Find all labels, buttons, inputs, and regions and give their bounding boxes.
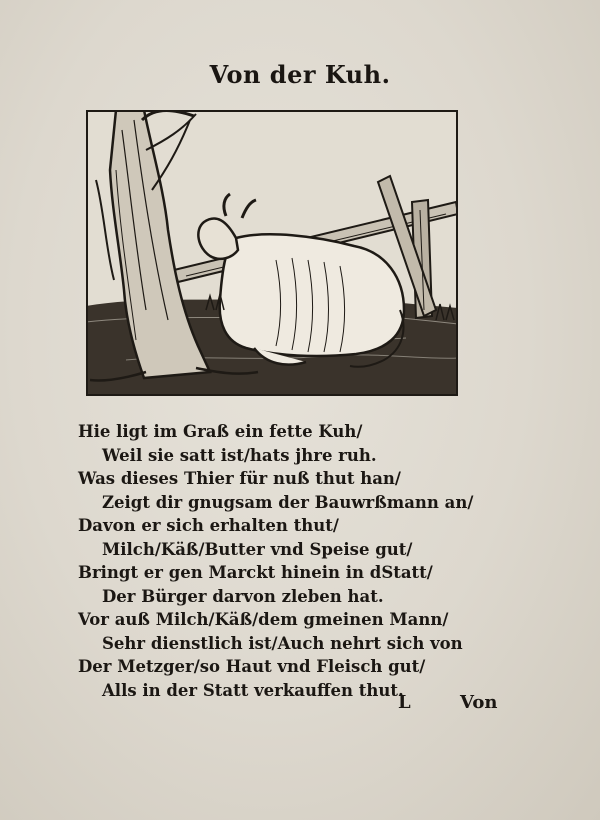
verse-line: Sehr dienstlich ist/Auch nehrt sich von bbox=[102, 633, 463, 653]
page-title: Von der Kuh. bbox=[209, 60, 391, 89]
verse-line: Alls in der Statt verkauffen thut. bbox=[102, 680, 404, 700]
signature-mark: L bbox=[398, 692, 411, 713]
verse-line: Davon er sich erhalten thut/ bbox=[78, 516, 339, 535]
verse-line: Milch/Käß/Butter vnd Speise gut/ bbox=[102, 539, 413, 559]
verse-line: Zeigt dir gnugsam der Bauwrßmann an/ bbox=[102, 492, 474, 512]
verse-block bbox=[78, 420, 498, 702]
catchword: Von bbox=[460, 692, 498, 713]
verse-line: Der Bürger darvon zleben hat. bbox=[102, 586, 384, 606]
cow-woodcut-illustration bbox=[86, 110, 458, 396]
verse-line: Vor auß Milch/Käß/dem gmeinen Mann/ bbox=[78, 610, 449, 629]
verse-line: Was dieses Thier für nuß thut han/ bbox=[78, 469, 401, 488]
verse-line: Bringt er gen Marckt hinein in dStatt/ bbox=[78, 563, 433, 582]
verse-line: Weil sie satt ist/hats jhre ruh. bbox=[102, 445, 377, 465]
verse-line: Der Metzger/so Haut vnd Fleisch gut/ bbox=[78, 657, 426, 676]
verse-line: Hie ligt im Graß ein fette Kuh/ bbox=[78, 422, 363, 441]
